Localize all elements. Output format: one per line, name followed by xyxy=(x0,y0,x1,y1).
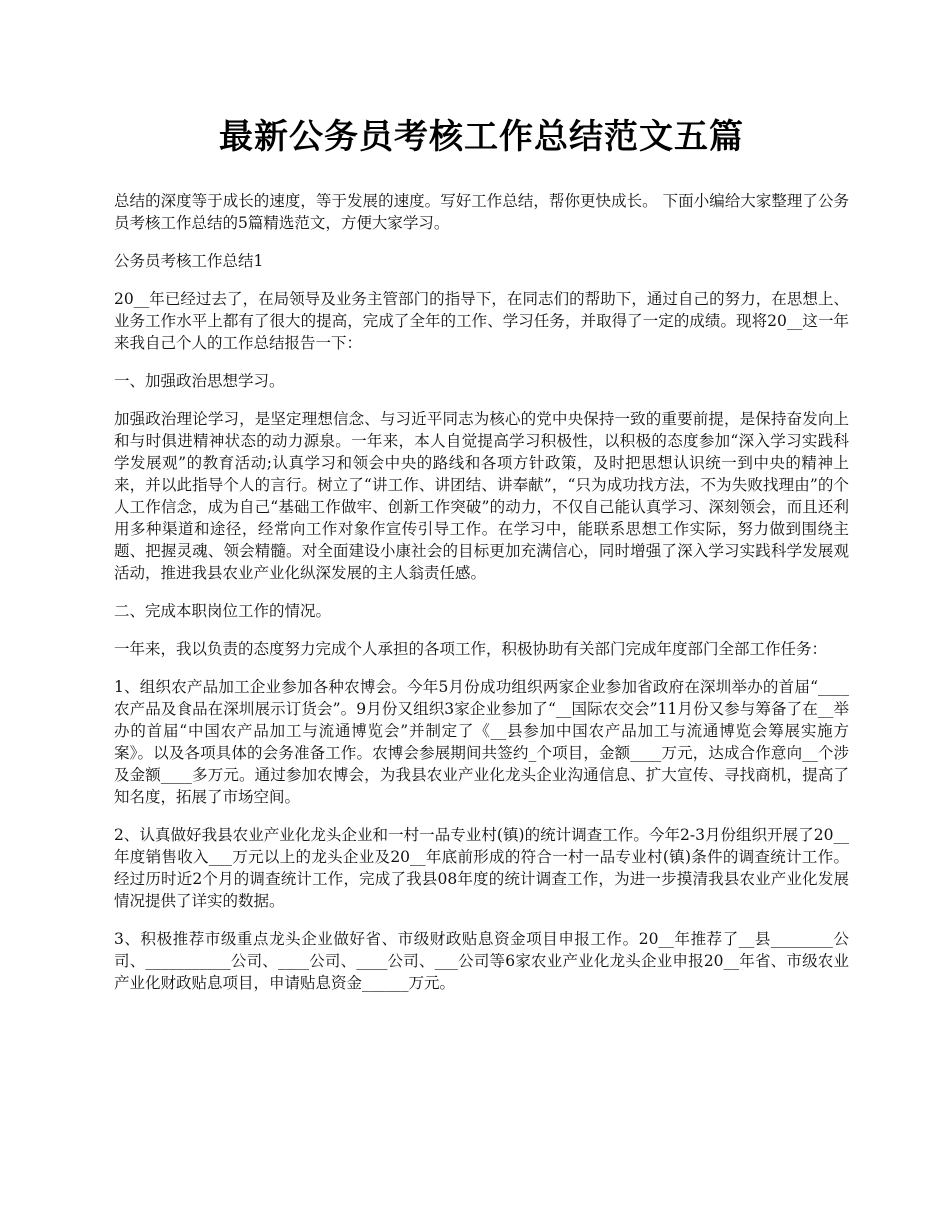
body-paragraph: 20__年已经过去了，在局领导及业务主管部门的指导下，在同志们的帮助下，通过自己的努力，在思想上、业务工作水平上都有了很大的提高，完成了全年的工作、学习任务，并取得了一定的成绩。现将20__这一年来我自己个人的工作总结报告一下： xyxy=(114,290,849,352)
document-page xyxy=(114,112,849,1010)
section-heading-job-duties: 二、完成本职岗位工作的情况。 xyxy=(114,602,332,620)
section-heading-summary-1: 公务员考核工作总结1 xyxy=(114,252,264,270)
list-item-2: 2、认真做好我县农业产业化龙头企业和一村一品专业村(镇)的统计调查工作。今年2-3月份组织开展了20__年度销售收入___万元以上的龙头企业及20__年底前形成的符合一村一品专业村(镇)条件的调查统计工作。经过历时近2个月的调查统计工作，完成了我县08年度的统计调查工作，为进一步摸清我县农业产业化发展情况提供了详实的数据。 xyxy=(114,826,849,910)
intro-paragraph: 总结的深度等于成长的速度，等于发展的速度。写好工作总结，帮你更快成长。 下面小编给大家整理了公务员考核工作总结的5篇精选范文，方便大家学习。 xyxy=(114,192,849,232)
section-heading-political-study: 一、加强政治思想学习。 xyxy=(114,372,285,390)
body-paragraph: 加强政治理论学习，是坚定理想信念、与习近平同志为核心的党中央保持一致的重要前提，是保持奋发向上和与时俱进精神状态的动力源泉。一年来，本人自觉提高学习积极性，以积极的态度参加“深入学习实践科学发展观”的教育活动;认真学习和领会中央的路线和各项方针政策，及时把思想认识统一到中央的精神上来，并以此指导个人的言行。树立了“讲工作、讲团结、讲奉献”，“只为成功找方法，不为失败找理由”的个人工作信念，成为自己“基础工作做牢、创新工作突破”的动力，不仅自己能认真学习、深刻领会，而且还利用多种渠道和途径，经常向工作对象作宣传引导工作。在学习中，能联系思想工作实际，努力做到围绕主题、把握灵魂、领会精髓。对全面建设小康社会的目标更加充满信心，同时增强了深入学习实践科学发展观活动，推进我县农业产业化纵深发展的主人翁责任感。 xyxy=(114,410,849,582)
list-item-1: 1、组织农产品加工企业参加各种农博会。今年5月份成功组织两家企业参加省政府在深圳举办的首届“____农产品及食品在深圳展示订货会”。9月份又组织3家企业参加了“__国际农交会”11月份又参与筹备了在__举办的首届“中国农产品加工与流通博览会”并制定了《__县参加中国农产品加工与流通博览会筹展实施方案》。以及各项具体的会务准备工作。农博会参展期间共签约_个项目，金额____万元，达成合作意向__个涉及金额____多万元。通过参加农博会，为我县农业产业化龙头企业沟通信息、扩大宣传、寻找商机，提高了知名度，拓展了市场空间。 xyxy=(114,678,849,806)
body-paragraph: 一年来，我以负责的态度努力完成个人承担的各项工作，积极协助有关部门完成年度部门全部工作任务： xyxy=(114,640,828,658)
list-item-3: 3、积极推荐市级重点龙头企业做好省、市级财政贴息资金项目申报工作。20__年推荐了__县________公司、___________公司、____公司、____公司、___公司等6家农业产业化龙头企业申报20__年省、市级农业产业化财政贴息项目，申请贴息资金______万元。 xyxy=(114,930,849,992)
document-title: 最新公务员考核工作总结范文五篇 xyxy=(219,117,744,157)
